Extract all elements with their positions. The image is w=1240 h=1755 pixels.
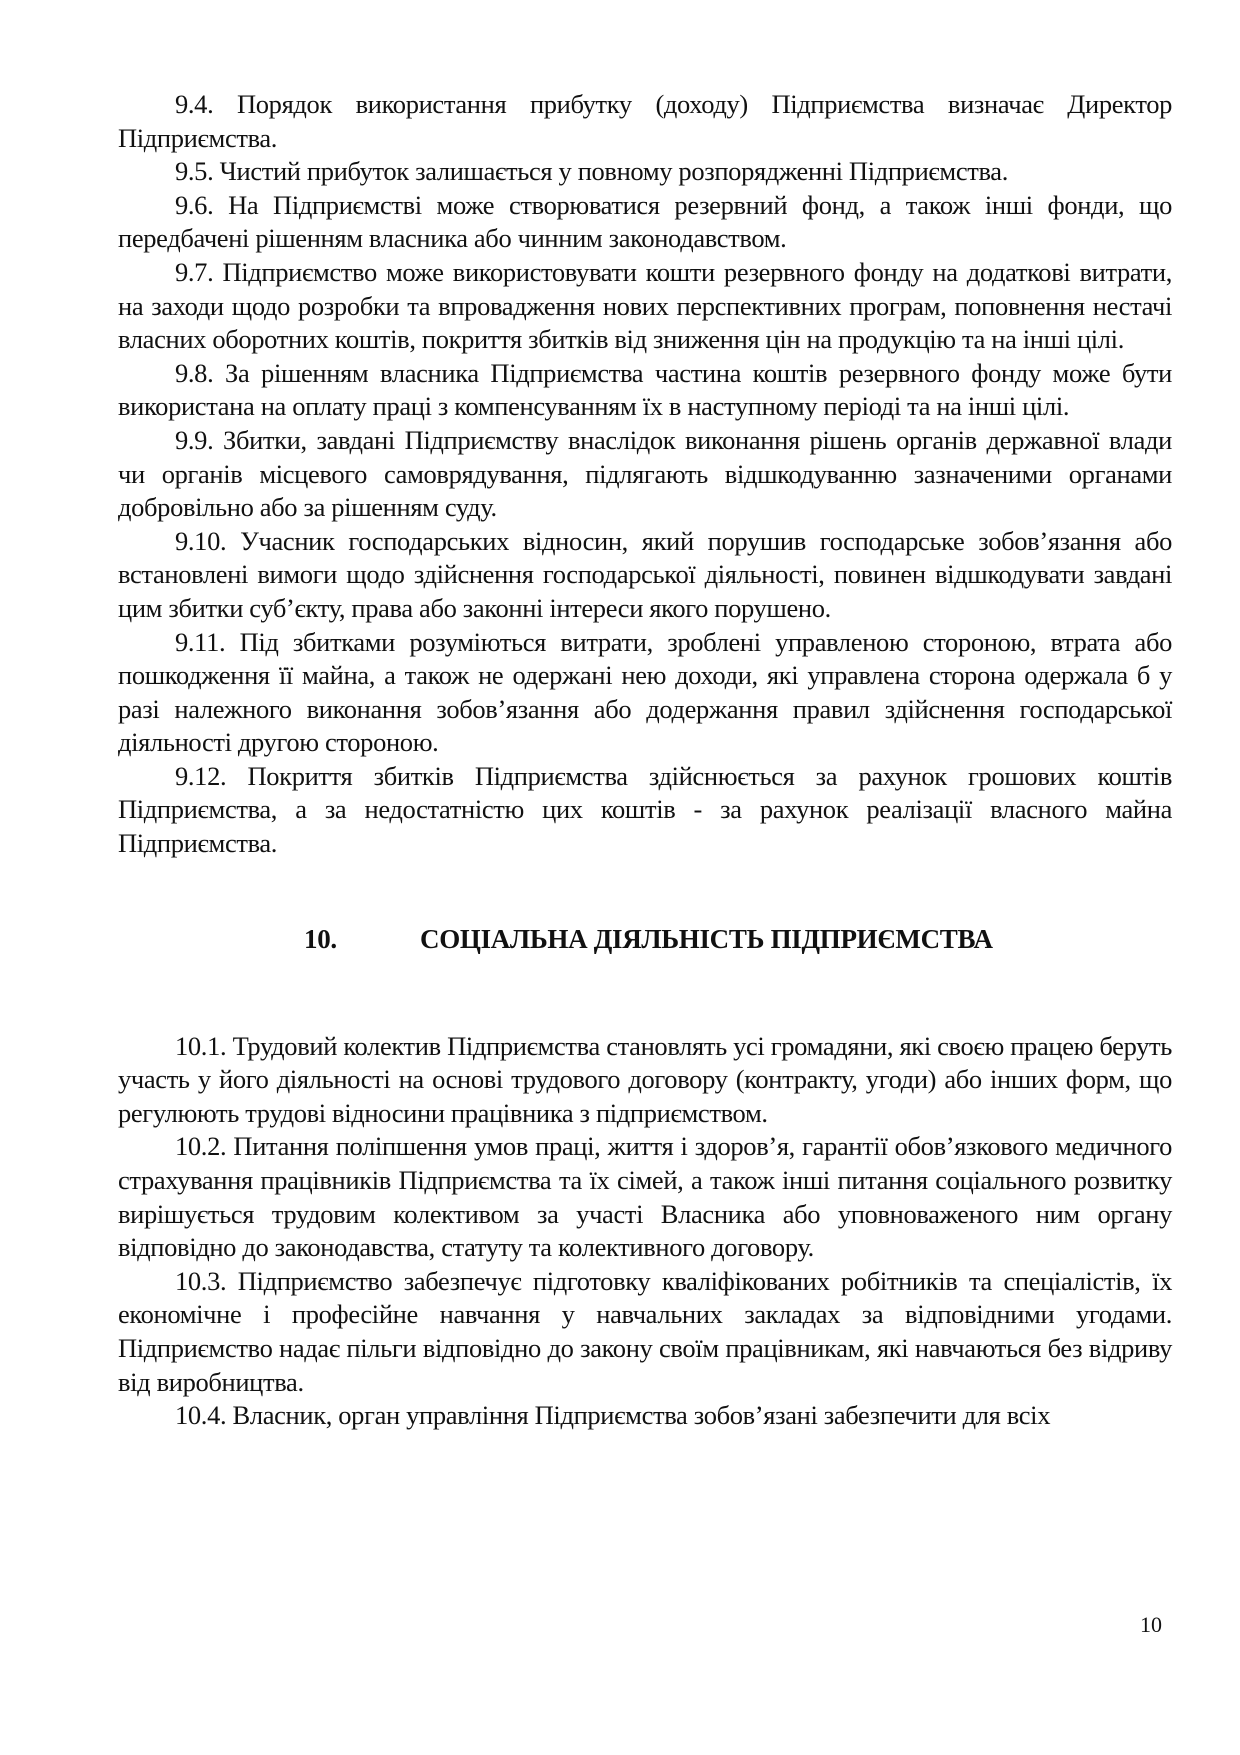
document-page xyxy=(118,88,1172,1433)
paragraph-10-4: 10.4. Власник, орган управління Підприємства зобов’язані забезпечити для всіх xyxy=(175,1400,1051,1431)
paragraph-9-4: 9.4. Порядок використання прибутку (доходу) Підприємства визначає Директор Підприємства. xyxy=(118,89,1172,153)
paragraph-9-9: 9.9. Збитки, завдані Підприємству внаслідок виконання рішень органів державної влади чи органів місцевого самоврядування, підлягають відшкодуванню зазначеними органами добровільно або за рішенням суду. xyxy=(118,424,1172,523)
paragraph-9-5: 9.5. Чистий прибуток залишається у повному розпорядженні Підприємства. xyxy=(175,156,1008,187)
spacer xyxy=(118,956,1172,1030)
section-title: СОЦІАЛЬНА ДІЯЛЬНІСТЬ ПІДПРИЄМСТВА xyxy=(420,923,993,954)
paragraph-9-7: 9.7. Підприємство може використовувати кошти резервного фонду на додаткові витрати, на заходи щодо розробки та впровадження нових перспективних програм, поповнення нестачі власних оборотних коштів, покриття збитків від зниження цін на продукцію та на інші цілі. xyxy=(118,256,1172,355)
section-9-body xyxy=(118,88,1172,861)
paragraph-9-6: 9.6. На Підприємстві може створюватися резервний фонд, а також інші фонди, що передбачені рішенням власника або чинним законодавством. xyxy=(118,189,1172,254)
paragraph-9-12: 9.12. Покриття збитків Підприємства здійснюється за рахунок грошових коштів Підприємства, а за недостатністю цих коштів - за рахунок реалізації власного майна Підприємства. xyxy=(118,760,1172,859)
paragraph-9-10: 9.10. Учасник господарських відносин, який порушив господарське зобов’язання або встановлені вимоги щодо здійснення господарської діяльності, повинен відшкодувати завдані цим збитки суб’єкту, права або законні інтереси якого порушено. xyxy=(118,525,1172,623)
section-10-body xyxy=(118,1030,1172,1433)
page-number: 10 xyxy=(1140,1612,1162,1637)
paragraph-10-1: 10.1. Трудовий колектив Підприємства становлять усі громадяни, які своєю працею беруть участь у його діяльності на основі трудового договору (контракту, угоди) або інших форм, що регулюють трудові відносини працівника з підприємством. xyxy=(118,1030,1172,1128)
paragraph-10-2: 10.2. Питання поліпшення умов праці, життя і здоров’я, гарантії обов’язкового медичного страхування працівників Підприємства та їх сімей, а також інші питання соціального розвитку вирішується трудовим колективом за участі Власника або уповноваженого ним органу відповідно до законодавства, статуту та колективного договору. xyxy=(118,1131,1172,1263)
paragraph-9-8: 9.8. За рішенням власника Підприємства частина коштів резервного фонду може бути використана на оплату праці з компенсуванням їх в наступному періоді та на інші цілі. xyxy=(118,357,1172,422)
section-number: 10. xyxy=(304,923,337,954)
paragraph-9-11: 9.11. Під збитками розуміються витрати, зроблені управленою стороною, втрата або пошкодження її майна, а також не одержані нею доходи, які управлена сторона одержала б у разі належного виконання зобов’язання або додержання правил здійснення господарської діяльності другою стороною. xyxy=(118,626,1172,758)
paragraph-10-3: 10.3. Підприємство забезпечує підготовку кваліфікованих робітників та спеціалістів, їх економічне і професійне навчання у навчальних закладах за відповідними угодами. Підприємство надає пільги відповідно до закону своїм працівникам, які навчаються без відриву від виробництва. xyxy=(118,1265,1172,1397)
spacer xyxy=(118,861,1172,923)
section-10-heading xyxy=(118,923,1172,956)
